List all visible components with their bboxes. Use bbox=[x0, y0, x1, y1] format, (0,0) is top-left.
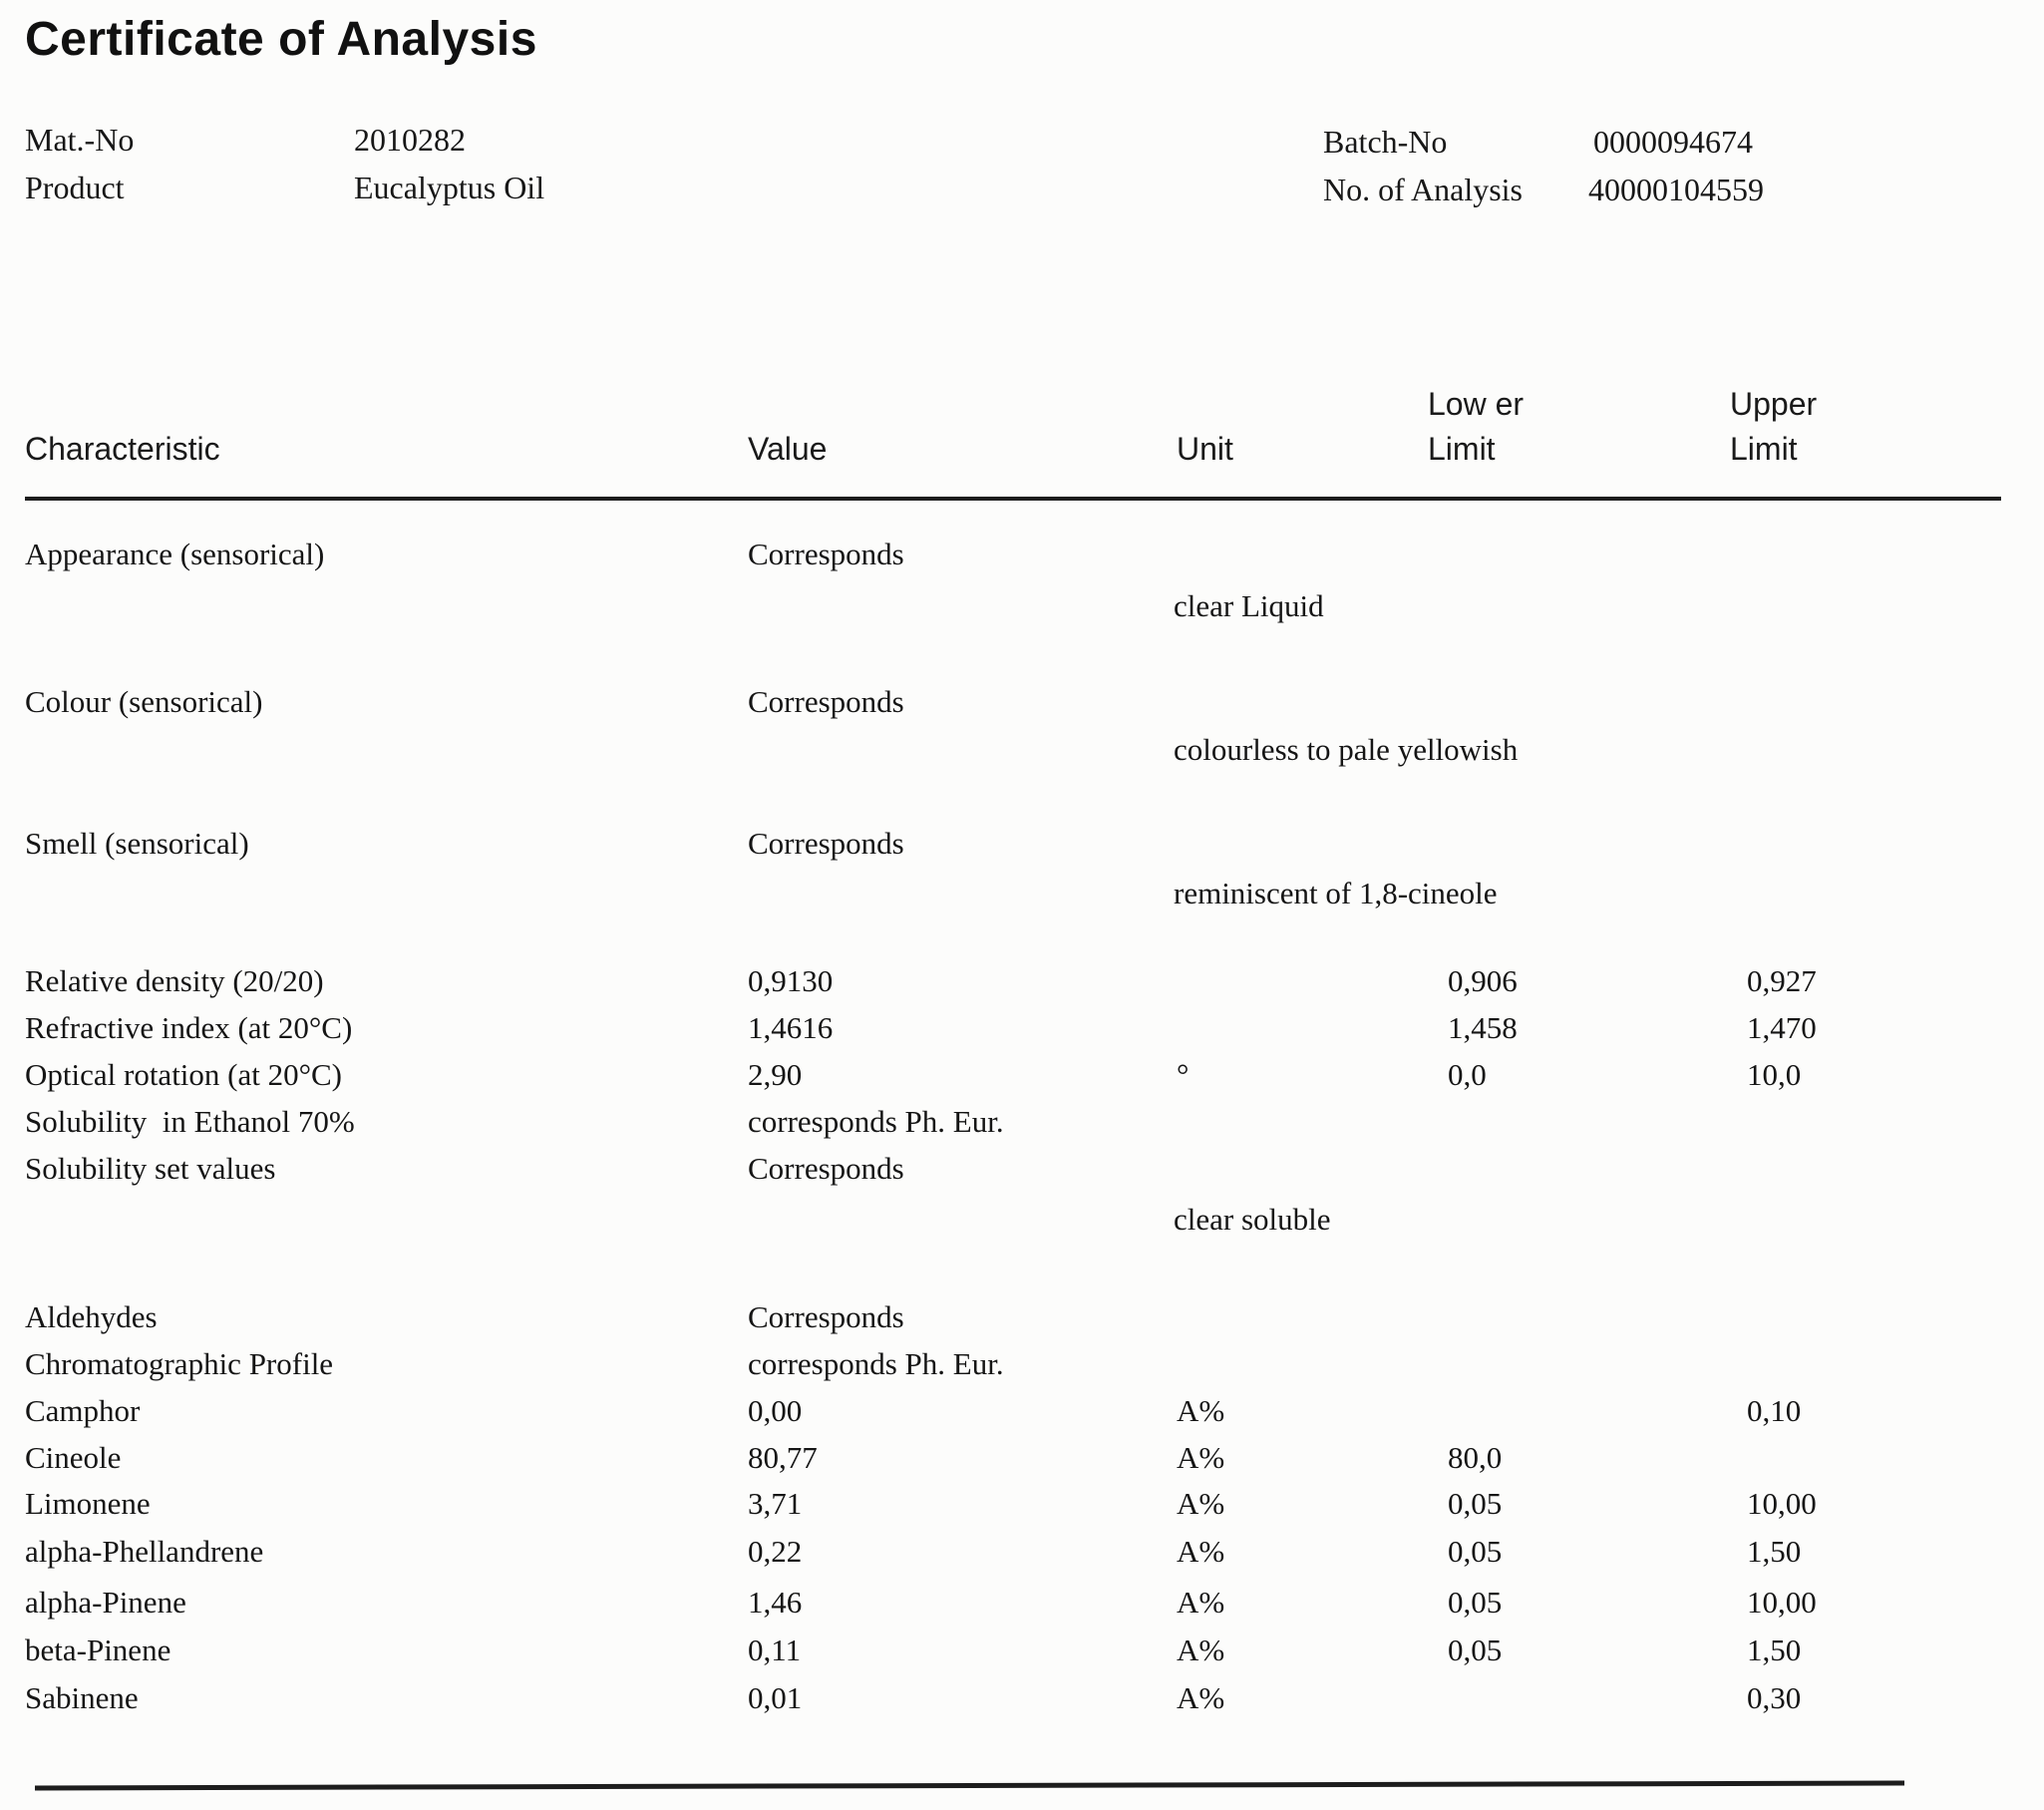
product-label: Product bbox=[25, 170, 125, 205]
cell-characteristic: Cineole bbox=[25, 1440, 122, 1475]
row-note: clear Liquid bbox=[1174, 588, 1324, 623]
table-row bbox=[0, 684, 2044, 724]
table-row bbox=[0, 1534, 2044, 1574]
table-row bbox=[0, 963, 2044, 1003]
cell-upper-limit: 0,10 bbox=[1747, 1393, 1802, 1428]
cell-characteristic: alpha-Pinene bbox=[25, 1585, 186, 1620]
cell-value: Corresponds bbox=[748, 684, 904, 719]
cell-characteristic: Sabinene bbox=[25, 1680, 139, 1715]
table-row bbox=[0, 1057, 2044, 1097]
table-row bbox=[0, 1346, 2044, 1386]
cell-unit: A% bbox=[1177, 1393, 1225, 1428]
table-row bbox=[0, 826, 2044, 866]
cell-unit: ° bbox=[1177, 1057, 1190, 1092]
cell-characteristic: Camphor bbox=[25, 1393, 141, 1428]
table-row bbox=[0, 1393, 2044, 1433]
cell-upper-limit: 10,00 bbox=[1747, 1486, 1817, 1521]
cell-lower-limit: 0,05 bbox=[1448, 1486, 1503, 1521]
cell-characteristic: alpha-Phellandrene bbox=[25, 1534, 264, 1569]
col-header-unit: Unit bbox=[1177, 431, 1233, 467]
cell-characteristic: Solubility set values bbox=[25, 1151, 276, 1186]
upper-limit-line1: Upper bbox=[1730, 386, 1818, 422]
cell-characteristic: Chromatographic Profile bbox=[25, 1346, 334, 1381]
cell-value: 0,01 bbox=[748, 1680, 803, 1715]
table-row bbox=[0, 1440, 2044, 1480]
row-note: clear soluble bbox=[1174, 1202, 1331, 1237]
cell-value: Corresponds bbox=[748, 826, 904, 861]
cell-value: Corresponds bbox=[748, 537, 904, 571]
table-footer-rule bbox=[35, 1781, 1904, 1791]
batchno-value: 0000094674 bbox=[1593, 124, 1753, 160]
page-title: Certificate of Analysis bbox=[25, 13, 537, 66]
cell-lower-limit: 0,0 bbox=[1448, 1057, 1487, 1092]
cell-upper-limit: 1,50 bbox=[1747, 1632, 1802, 1667]
cell-upper-limit: 10,00 bbox=[1747, 1585, 1817, 1620]
upper-limit-line2: Limit bbox=[1730, 431, 1798, 467]
cell-value: 2,90 bbox=[748, 1057, 803, 1092]
lower-limit-line2: Limit bbox=[1428, 431, 1496, 467]
cell-value: 1,46 bbox=[748, 1585, 803, 1620]
table-row bbox=[0, 1632, 2044, 1672]
table-row bbox=[0, 1010, 2044, 1050]
cell-value: 0,9130 bbox=[748, 963, 834, 998]
cell-value: corresponds Ph. Eur. bbox=[748, 1104, 1004, 1139]
cell-unit: A% bbox=[1177, 1632, 1225, 1667]
table-row bbox=[0, 1151, 2044, 1191]
cell-unit: A% bbox=[1177, 1680, 1225, 1715]
cell-lower-limit: 1,458 bbox=[1448, 1010, 1518, 1045]
cell-value: Corresponds bbox=[748, 1151, 904, 1186]
cell-value: 0,22 bbox=[748, 1534, 803, 1569]
table-row bbox=[0, 1104, 2044, 1144]
table-row bbox=[0, 1486, 2044, 1526]
col-header-characteristic: Characteristic bbox=[25, 431, 220, 467]
cell-characteristic: Aldehydes bbox=[25, 1299, 158, 1334]
cell-lower-limit: 80,0 bbox=[1448, 1440, 1503, 1475]
cell-characteristic: Relative density (20/20) bbox=[25, 963, 324, 998]
cell-unit: A% bbox=[1177, 1486, 1225, 1521]
cell-value: 0,00 bbox=[748, 1393, 803, 1428]
table-row bbox=[0, 1585, 2044, 1625]
cell-upper-limit: 0,927 bbox=[1747, 963, 1817, 998]
col-header-upper-limit bbox=[1730, 382, 1817, 472]
cell-value: Corresponds bbox=[748, 1299, 904, 1334]
cell-lower-limit: 0,05 bbox=[1448, 1534, 1503, 1569]
cell-characteristic: Solubility in Ethanol 70% bbox=[25, 1104, 355, 1139]
cell-value: corresponds Ph. Eur. bbox=[748, 1346, 1004, 1381]
table-row bbox=[0, 537, 2044, 576]
cell-value: 80,77 bbox=[748, 1440, 818, 1475]
analysis-no-label: No. of Analysis bbox=[1323, 172, 1523, 207]
cell-lower-limit: 0,906 bbox=[1448, 963, 1518, 998]
row-note: colourless to pale yellowish bbox=[1174, 732, 1519, 767]
table-row bbox=[0, 1299, 2044, 1339]
matno-label: Mat.-No bbox=[25, 122, 135, 158]
col-header-value: Value bbox=[748, 431, 828, 467]
cell-characteristic: Limonene bbox=[25, 1486, 151, 1521]
cell-unit: A% bbox=[1177, 1534, 1225, 1569]
cell-characteristic: Appearance (sensorical) bbox=[25, 537, 325, 571]
batchno-label: Batch-No bbox=[1323, 124, 1448, 160]
cell-value: 3,71 bbox=[748, 1486, 803, 1521]
cell-upper-limit: 1,50 bbox=[1747, 1534, 1802, 1569]
cell-characteristic: Colour (sensorical) bbox=[25, 684, 263, 719]
cell-upper-limit: 0,30 bbox=[1747, 1680, 1802, 1715]
cell-upper-limit: 1,470 bbox=[1747, 1010, 1817, 1045]
row-note: reminiscent of 1,8-cineole bbox=[1174, 876, 1498, 910]
cell-lower-limit: 0,05 bbox=[1448, 1632, 1503, 1667]
cell-unit: A% bbox=[1177, 1440, 1225, 1475]
col-header-lower-limit bbox=[1428, 382, 1524, 472]
table-header-rule bbox=[25, 497, 2001, 501]
cell-value: 0,11 bbox=[748, 1632, 802, 1667]
cell-characteristic: Refractive index (at 20°C) bbox=[25, 1010, 353, 1045]
cell-lower-limit: 0,05 bbox=[1448, 1585, 1503, 1620]
cell-characteristic: beta-Pinene bbox=[25, 1632, 171, 1667]
matno-value: 2010282 bbox=[354, 122, 466, 158]
product-value: Eucalyptus Oil bbox=[354, 170, 545, 205]
cell-upper-limit: 10,0 bbox=[1747, 1057, 1802, 1092]
cell-unit: A% bbox=[1177, 1585, 1225, 1620]
cell-characteristic: Smell (sensorical) bbox=[25, 826, 249, 861]
table-row bbox=[0, 1680, 2044, 1720]
lower-limit-line1: Low er bbox=[1428, 386, 1525, 422]
analysis-no-value: 40000104559 bbox=[1588, 172, 1764, 207]
cell-characteristic: Optical rotation (at 20°C) bbox=[25, 1057, 343, 1092]
cell-value: 1,4616 bbox=[748, 1010, 834, 1045]
